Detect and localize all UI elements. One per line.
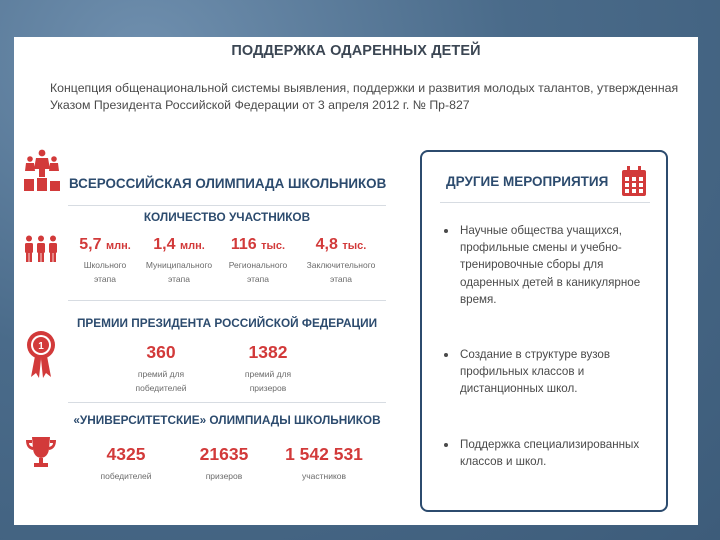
stat-value: 4325 <box>106 444 146 464</box>
stat-value: 1382 <box>248 342 288 362</box>
stat-value: 1,4 <box>153 236 176 253</box>
people-group-icon <box>24 235 58 263</box>
university-stat <box>184 444 264 483</box>
stat-caption: Школьного <box>83 260 127 270</box>
other-activities-panel <box>420 150 668 512</box>
stat-caption: премий для <box>137 369 185 379</box>
stat-caption: этапа <box>93 274 116 284</box>
stat-value: 4,8 <box>315 236 338 253</box>
university-stat <box>86 444 166 483</box>
stat-value: 116 <box>230 236 257 253</box>
page-title: ПОДДЕРЖКА ОДАРЕННЫХ ДЕТЕЙ <box>231 43 481 59</box>
stat-unit: тыс. <box>342 240 367 252</box>
stat-caption: участников <box>301 471 347 481</box>
podium-people-icon <box>24 149 60 191</box>
intro-text: Концепция общенациональной системы выявления, поддержки и развития молодых талантов, утвержденная Указом Президента Российской Федерации от 3 апреля 2012 г. № Пр-827 <box>50 81 679 112</box>
divider <box>68 300 386 301</box>
list-item: Научные общества учащихся, профильные смены и учебно-тренировочные сборы для одаренных детей в каникулярное время. <box>438 222 662 308</box>
stat-caption: Муниципального <box>145 260 213 270</box>
prize-stat <box>126 342 196 395</box>
trophy-cup-icon <box>24 435 58 469</box>
other-heading: ДРУГИЕ МЕРОПРИЯТИЯ <box>446 174 609 189</box>
stat-unit: млн. <box>105 240 131 252</box>
slide <box>14 37 698 525</box>
stat-caption: Регионального <box>228 260 288 270</box>
university-stat <box>276 444 372 483</box>
award-medal-icon <box>26 329 56 379</box>
divider <box>68 402 386 403</box>
divider <box>68 205 386 206</box>
stat-caption: призеров <box>249 383 287 393</box>
stat-caption: победителей <box>100 471 152 481</box>
stat-caption: этапа <box>167 274 190 284</box>
list-item: Создание в структуре вузов профильных классов и дистанционных школ. <box>438 346 662 398</box>
stat-caption: этапа <box>329 274 352 284</box>
stat-caption: этапа <box>246 274 269 284</box>
participants-title: КОЛИЧЕСТВО УЧАСТНИКОВ <box>143 210 311 224</box>
stat-caption: победителей <box>135 383 187 393</box>
stage-stat <box>223 236 293 286</box>
prizes-title: ПРЕМИИ ПРЕЗИДЕНТА РОССИЙСКОЙ ФЕДЕРАЦИИ <box>76 316 378 330</box>
stat-caption: Заключительного <box>306 260 376 270</box>
svg-text:1: 1 <box>38 341 44 352</box>
stat-unit: млн. <box>179 240 205 252</box>
university-title: «УНИВЕРСИТЕТСКИЕ» ОЛИМПИАДЫ ШКОЛЬНИКОВ <box>73 413 381 427</box>
stat-value: 1 542 531 <box>285 444 363 464</box>
stage-stat <box>304 236 378 286</box>
stat-unit: тыс. <box>261 240 286 252</box>
stat-caption: призеров <box>205 471 243 481</box>
prize-stat <box>233 342 303 395</box>
stage-stat <box>144 236 214 286</box>
stat-caption: премий для <box>244 369 292 379</box>
olympiad-heading: ВСЕРОССИЙСКАЯ ОЛИМПИАДА ШКОЛЬНИКОВ <box>69 176 387 191</box>
stat-value: 21635 <box>199 444 249 464</box>
divider <box>440 202 650 203</box>
stat-value: 5,7 <box>79 236 102 253</box>
stat-value: 360 <box>146 342 176 362</box>
list-item: Поддержка специализированных классов и школ. <box>438 436 662 470</box>
calendar-icon <box>622 166 646 196</box>
activities-list <box>438 222 662 470</box>
stage-stat <box>74 236 136 286</box>
